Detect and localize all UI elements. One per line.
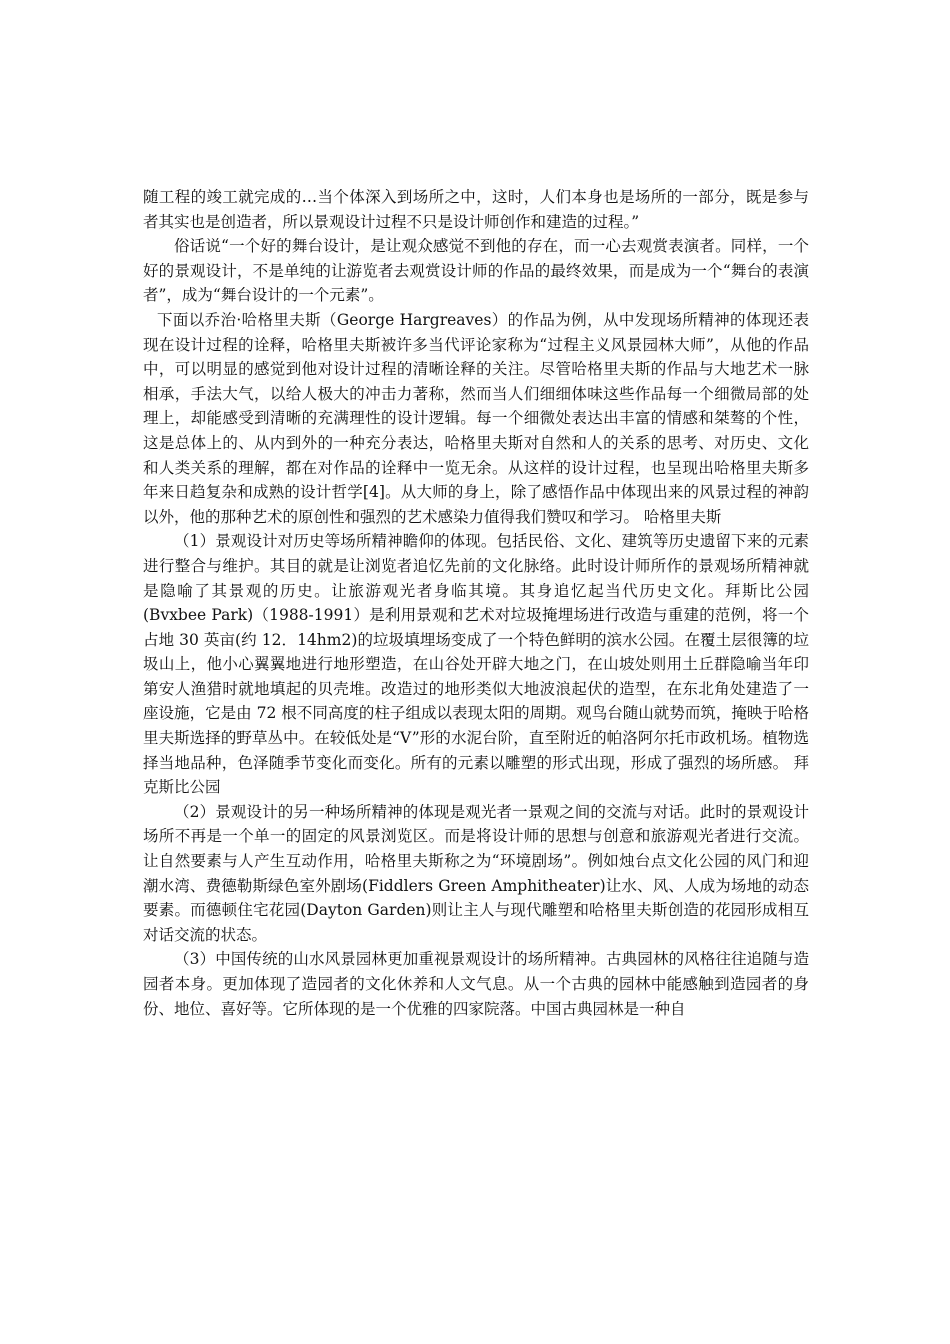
paragraph-chinese-gardens: （3）中国传统的山水风景园林更加重视景观设计的场所精神。古典园林的风格往往追随与造园者本身。更加体现了造园者的文化休养和人文气息。从一个古典的园林中能感触到造园者的身份、地位、喜好等。它所体现的是一个优雅的四家院落。中国古典园林是一种自 [143,950,809,1018]
paragraph-continuation: 随工程的竣工就完成的…当个体深入到场所之中，这时，人们本身也是场所的一部分，既是参与者其实也是创造者，所以景观设计过程不只是设计师创作和建造的过程。” [143,188,809,231]
paragraph-dialogue: （2）景观设计的另一种场所精神的体现是观光者一景观之间的交流与对话。此时的景观设计场所不再是一个单一的固定的风景浏览区。而是将设计师的思想与创意和旅游观光者进行交流。让自然要素与人产生互动作用，哈格里夫斯称之为“环境剧场”。例如烛台点文化公园的风门和迎潮水湾、费德勒斯绿色室外剧场(Fiddlers Green Amphitheater)让水、风、人成为场地的动态要素。而德顿住宅花园(Dayton Garden)则让主人与现代雕塑和哈格里夫斯创造的花园形成相互对话交流的状态。 [143,802,809,944]
document-body [143,185,809,1021]
paragraph-history: （1）景观设计对历史等场所精神瞻仰的体现。包括民俗、文化、建筑等历史遗留下来的元素进行整合与维护。其目的就是让浏览者追忆先前的文化脉络。此时设计师所作的景观场所精神就是隐喻了其景观的历史。让旅游观光者身临其境。其身追忆起当代历史文化。拜斯比公园(Bvxbee Park)（1988-1991）是利用景观和艺术对垃圾掩埋场进行改造与重建的范例，将一个占地 30 英亩(约 12．14hm2)的垃圾填埋场变成了一个特色鲜明的滨水公园。在覆土层很簿的垃圾山上，他小心翼翼地进行地形塑造，在山谷处开辟大地之门，在山坡处则用土丘群隐喻当年印第安人渔猎时就地填起的贝壳堆。改造过的地形类似大地波浪起伏的造型，在东北角处建造了一座设施，它是由 72 根不同高度的柱子组成以表现太阳的周期。观鸟台随山就势而筑，掩映于哈格里夫斯选择的野草丛中。在较低处是“V”形的水泥台阶，直至附近的帕洛阿尔托市政机场。植物选择当地品种，色泽随季节变化而变化。所有的元素以雕塑的形式出现，形成了强烈的场所感。 拜克斯比公园 [143,532,809,797]
paragraph-stage-design: 俗话说“一个好的舞台设计，是让观众感觉不到他的存在，而一心去观赏表演者。同样，一个好的景观设计，不是单纯的让游览者去观赏设计师的作品的最终效果，而是成为一个“舞台的表演者”，成为“舞台设计的一个元素”。 [143,237,809,305]
paragraph-hargreaves: 下面以乔治·哈格里夫斯（George Hargreaves）的作品为例，从中发现场所精神的体现还表现在设计过程的诠释，哈格里夫斯被许多当代评论家称为“过程主义风景园林大师”，从他的作品中，可以明显的感觉到他对设计过程的清晰诠释的关注。尽管哈格里夫斯的作品与大地艺术一脉相承，手法大气，以给人极大的冲击力著称，然而当人们细细体味这些作品每一个细微局部的处理上，却能感受到清晰的充满理性的设计逻辑。每一个细微处表达出丰富的情感和桀骜的个性，这是总体上的、从内到外的一种充分表达，哈格里夫斯对自然和人的关系的思考、对历史、文化和人类关系的理解，都在对作品的诠释中一览无余。从这样的设计过程，也呈现出哈格里夫斯多年来日趋复杂和成熟的设计哲学[4]。从大师的身上，除了感悟作品中体现出来的风景过程的神韵以外，他的那种艺术的原创性和强烈的艺术感染力值得我们赞叹和学习。 哈格里夫斯 [143,310,809,526]
